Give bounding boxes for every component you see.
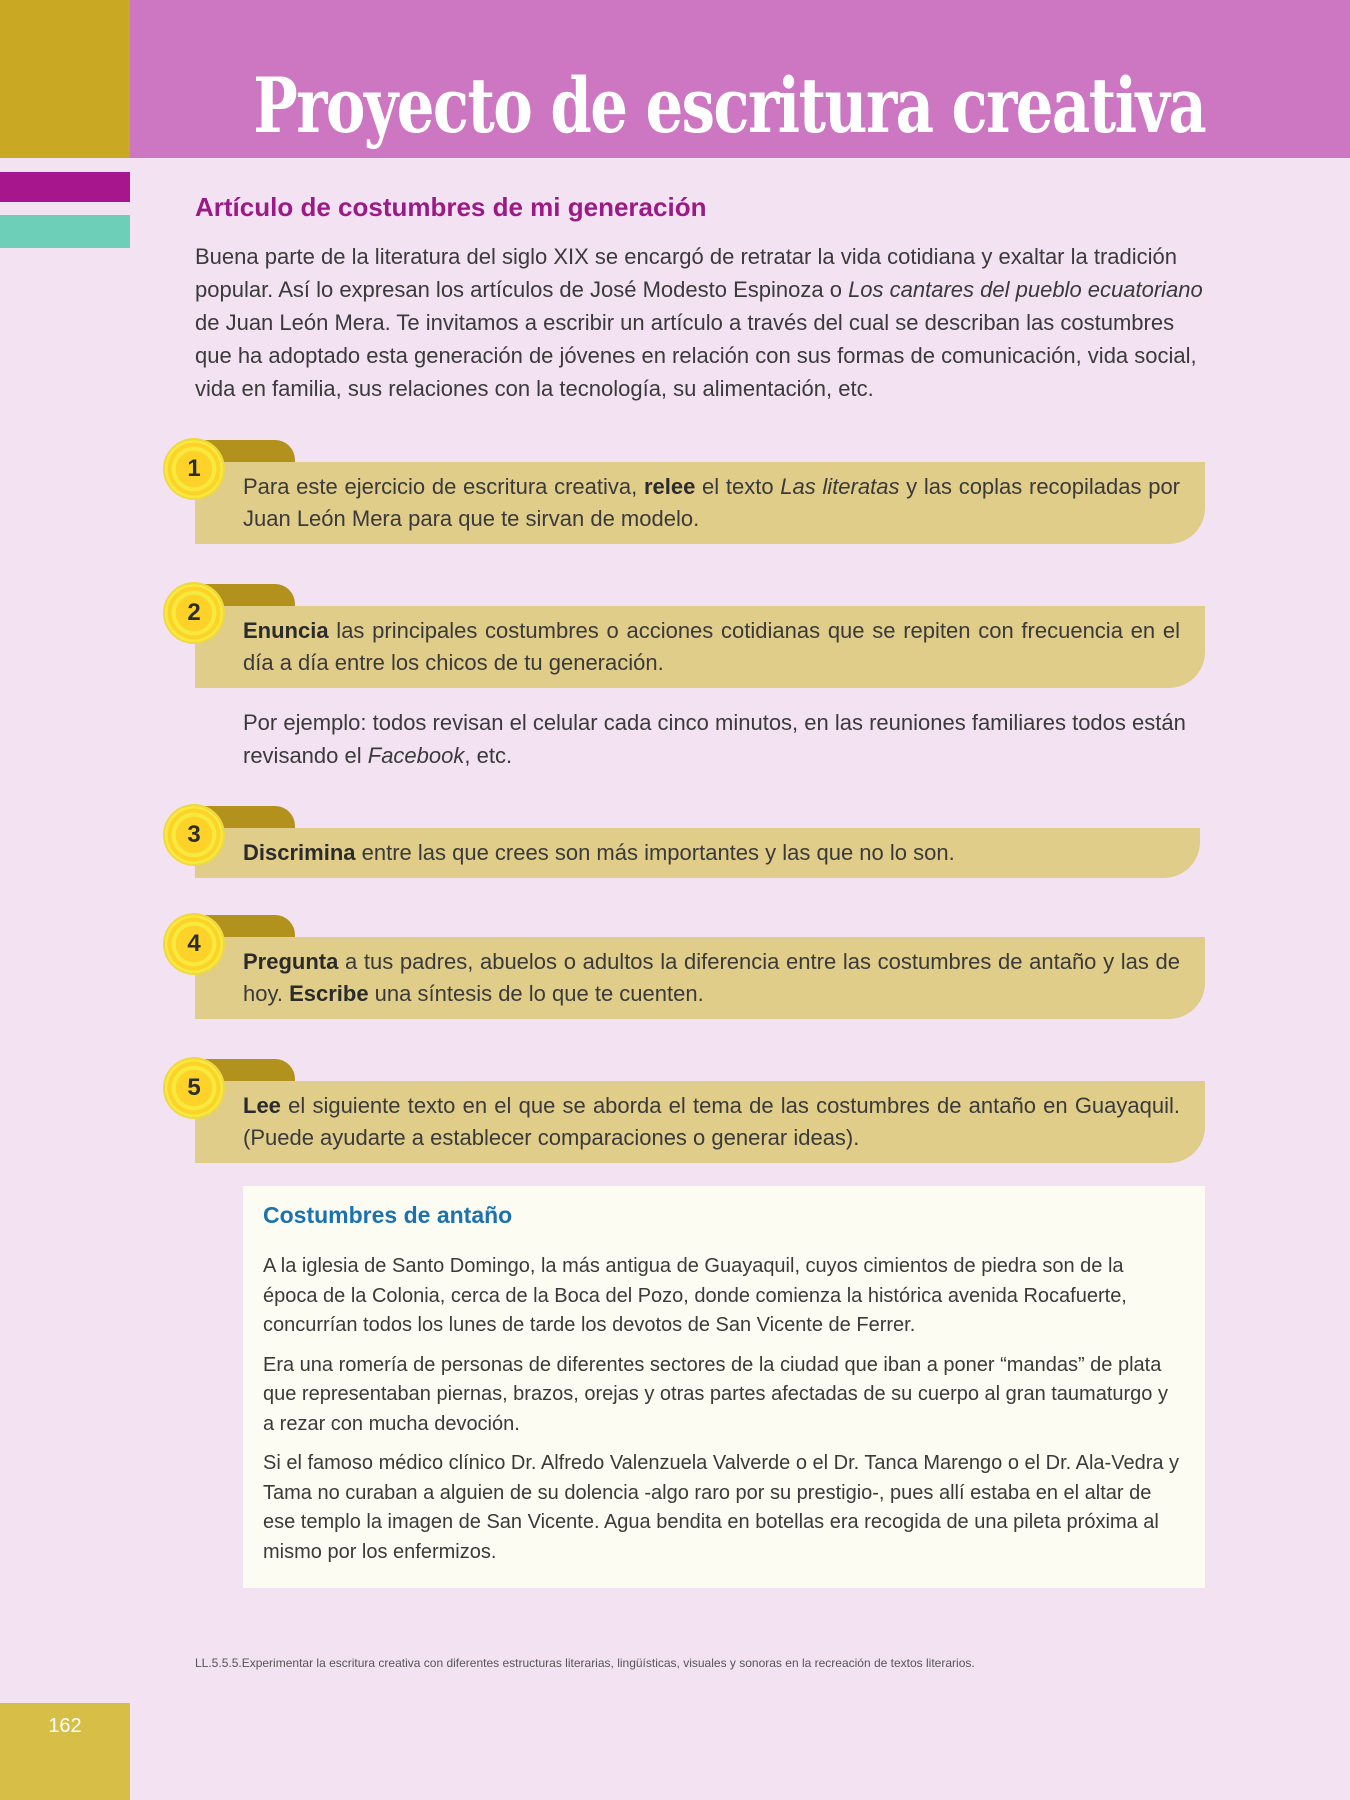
step-number-badge: 2 bbox=[165, 584, 223, 642]
magenta-accent-bar bbox=[0, 172, 130, 202]
step-number-badge: 1 bbox=[165, 440, 223, 498]
step-band bbox=[195, 462, 1205, 544]
page-number: 162 bbox=[48, 1715, 82, 1737]
intro-paragraph bbox=[195, 240, 1205, 405]
step-keyword: Pregunta bbox=[243, 949, 339, 974]
step-text: el siguiente texto en el que se aborda el tema de las costumbres de antaño en Guayaquil. (Puede ayudarte a establecer comparaciones o generar ideas). bbox=[243, 1093, 1180, 1150]
step-text: entre las que crees son más importantes y las que no lo son. bbox=[355, 840, 955, 865]
intro-text: Buena parte de la literatura del siglo XIX se encargó de retratar la vida cotidiana y exaltar la tradición popular. Así lo expresan los artículos de José Modesto Espinoza o bbox=[195, 244, 1178, 302]
example-text: , etc. bbox=[464, 743, 513, 768]
step-keyword: Discrimina bbox=[243, 840, 356, 865]
gold-corner-block bbox=[0, 0, 130, 158]
intro-italic-title: Los cantares del pueblo ecuatoriano bbox=[848, 277, 1203, 302]
example-italic: Facebook bbox=[367, 743, 465, 768]
step-number-badge: 5 bbox=[165, 1059, 223, 1117]
step-italic-title: Las literatas bbox=[780, 474, 900, 499]
step-text: una síntesis de lo que te cuenten. bbox=[368, 981, 704, 1006]
step-number-badge: 4 bbox=[165, 915, 223, 973]
reading-box bbox=[243, 1186, 1205, 1588]
step-text: el texto bbox=[695, 474, 781, 499]
example-paragraph bbox=[243, 706, 1203, 772]
intro-text-continued: de Juan León Mera. Te invitamos a escribir un artículo a través del cual se describan las costumbres que ha adoptado esta generación de jóvenes en relación con sus formas de comunicación, vida social, vida en familia, sus relaciones con la tecnología, su alimentación, etc. bbox=[195, 310, 1197, 401]
reading-body bbox=[263, 1252, 1183, 1577]
reading-paragraph: Era una romería de personas de diferentes sectores de la ciudad que iban a poner “mandas” de plata que representaban piernas, brazos, orejas y otras partes afectadas de su cuerpo al gran taumaturgo y a rezar con mucha devoción. bbox=[263, 1353, 1168, 1435]
step-keyword: Lee bbox=[243, 1093, 281, 1118]
curriculum-footnote: LL.5.5.5.Experimentar la escritura creativa con diferentes estructuras literarias, lingüísticas, visuales y sonoras en la recreación de textos literarios. bbox=[195, 1656, 975, 1670]
step-text: a tus padres, abuelos o adultos la diferencia entre las costumbres de antaño y las de hoy. bbox=[243, 949, 1180, 1006]
step-keyword: Enuncia bbox=[243, 618, 329, 643]
step-keyword-2: Escribe bbox=[289, 981, 369, 1006]
step-text: y las coplas recopiladas por Juan León Mera para que te sirvan de modelo. bbox=[243, 474, 1181, 531]
step-band bbox=[195, 937, 1205, 1019]
step-text: las principales costumbres o acciones cotidianas que se repiten con frecuencia en el día a día entre los chicos de tu generación. bbox=[243, 618, 1180, 675]
page-title: Proyecto de escritura creativa bbox=[253, 61, 1206, 150]
step-text: Para este ejercicio de escritura creativa, bbox=[243, 474, 644, 499]
example-text: Por ejemplo: todos revisan el celular cada cinco minutos, en las reuniones familiares todos están revisando el bbox=[243, 710, 1186, 768]
step-keyword: relee bbox=[643, 474, 696, 499]
step-band bbox=[195, 828, 1200, 878]
step-number-badge: 3 bbox=[165, 806, 223, 864]
teal-accent-bar bbox=[0, 215, 130, 248]
section-subtitle: Artículo de costumbres de mi generación bbox=[195, 192, 707, 222]
step-band bbox=[195, 1081, 1205, 1163]
step-band bbox=[195, 606, 1205, 688]
reading-paragraph: Si el famoso médico clínico Dr. Alfredo Valenzuela Valverde o el Dr. Tanca Marengo o el Dr. Ala-Vedra y Tama no curaban a alguien de su dolencia -algo raro por su prestigio-, pues allí estaba en el altar de ese templo la imagen de San Vicente. Agua bendita en botellas era recogida de una pileta próxima al mismo por los enfermizos. bbox=[263, 1452, 1180, 1563]
reading-paragraph: A la iglesia de Santo Domingo, la más antigua de Guayaquil, cuyos cimientos de piedra son de la época de la Colonia, cerca de la Boca del Pozo, donde comienza la histórica avenida Rocafuerte, concurrían todos los lunes de tarde los devotos de San Vicente de Ferrer. bbox=[263, 1255, 1127, 1336]
reading-title: Costumbres de antaño bbox=[263, 1202, 513, 1228]
